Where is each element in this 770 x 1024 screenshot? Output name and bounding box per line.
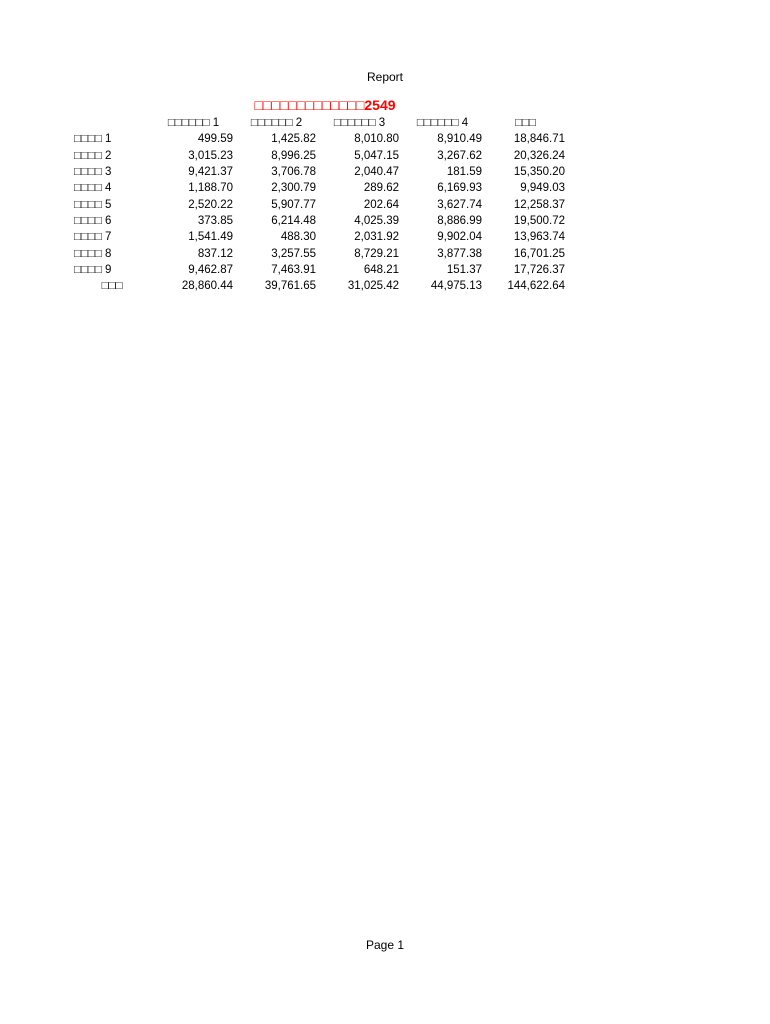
cell-value: 1,541.49 — [188, 231, 233, 244]
row-total: 15,350.20 — [513, 166, 565, 179]
row-total: 13,963.74 — [513, 231, 565, 244]
row-label: □□□□ 9 — [74, 263, 112, 276]
page-footer: Page 1 — [365, 938, 405, 952]
cell-value: 6,169.93 — [437, 182, 482, 195]
cell-value: 3,627.74 — [437, 198, 482, 211]
table-row — [70, 164, 567, 180]
report-table — [70, 115, 567, 294]
column-total: 28,860.44 — [181, 280, 233, 293]
cell-value: 9,421.37 — [188, 166, 233, 179]
grand-total: 144,622.64 — [507, 280, 565, 293]
cell-value: 2,520.22 — [188, 198, 233, 211]
cell-value: 9,902.04 — [437, 231, 482, 244]
column-total: 31,025.42 — [347, 280, 399, 293]
report-title: □□□□□□□□□□□□□2549 — [254, 97, 396, 113]
cell-value: 3,015.23 — [188, 149, 233, 162]
cell-value: 7,463.91 — [271, 263, 316, 276]
cell-value: 8,996.25 — [271, 149, 316, 162]
row-total: 19,500.72 — [513, 214, 565, 227]
cell-value: 8,886.99 — [437, 214, 482, 227]
cell-value: 1,425.82 — [271, 133, 316, 146]
table-header-row — [70, 115, 567, 131]
cell-value: 3,877.38 — [437, 247, 482, 260]
row-total: 16,701.25 — [513, 247, 565, 260]
row-total: 9,949.03 — [520, 182, 565, 195]
row-label: □□□□ 3 — [74, 166, 112, 179]
table-row — [70, 213, 567, 229]
cell-value: 373.85 — [197, 214, 233, 227]
column-total: 39,761.65 — [264, 280, 316, 293]
row-label: □□□□ 7 — [74, 231, 112, 244]
table-row — [70, 180, 567, 196]
cell-value: 2,300.79 — [271, 182, 316, 195]
row-label: □□□□ 8 — [74, 247, 112, 260]
cell-value: 8,729.21 — [354, 247, 399, 260]
cell-value: 488.30 — [280, 231, 316, 244]
cell-value: 3,257.55 — [271, 247, 316, 260]
cell-value: 2,040.47 — [354, 166, 399, 179]
table-row — [70, 196, 567, 212]
cell-value: 8,910.49 — [437, 133, 482, 146]
cell-value: 837.12 — [197, 247, 233, 260]
row-label: □□□□ 1 — [74, 133, 112, 146]
column-header: □□□□□□ 1 — [167, 117, 220, 130]
cell-value: 499.59 — [197, 133, 233, 146]
row-total: 17,726.37 — [513, 263, 565, 276]
row-label-header — [70, 115, 152, 131]
total-row — [70, 278, 567, 294]
cell-value: 9,462.87 — [188, 263, 233, 276]
table-row — [70, 245, 567, 261]
cell-value: 3,706.78 — [271, 166, 316, 179]
cell-value: 151.37 — [446, 263, 482, 276]
row-total: 20,326.24 — [513, 149, 565, 162]
table-row — [70, 148, 567, 164]
row-total: 12,258.37 — [513, 198, 565, 211]
row-label: □□□□ 2 — [74, 149, 112, 162]
cell-value: 2,031.92 — [354, 231, 399, 244]
total-label: □□□ — [101, 280, 123, 293]
row-label: □□□□ 5 — [74, 198, 112, 211]
row-label: □□□□ 4 — [74, 182, 112, 195]
row-label: □□□□ 6 — [74, 214, 112, 227]
cell-value: 1,188.70 — [188, 182, 233, 195]
cell-value: 289.62 — [363, 182, 399, 195]
cell-value: 3,267.62 — [437, 149, 482, 162]
column-total: 44,975.13 — [430, 280, 482, 293]
table-row — [70, 131, 567, 147]
column-header: □□□□□□ 4 — [416, 117, 469, 130]
column-header: □□□□□□ 2 — [250, 117, 303, 130]
cell-value: 202.64 — [363, 198, 399, 211]
table-row — [70, 229, 567, 245]
cell-value: 5,047.15 — [354, 149, 399, 162]
page-header: Report — [366, 70, 404, 84]
cell-value: 8,010.80 — [354, 133, 399, 146]
table-row — [70, 262, 567, 278]
cell-value: 5,907.77 — [271, 198, 316, 211]
cell-value: 181.59 — [446, 166, 482, 179]
cell-value: 6,214.48 — [271, 214, 316, 227]
cell-value: 4,025.39 — [354, 214, 399, 227]
column-header-total: □□□ — [515, 117, 536, 130]
column-header: □□□□□□ 3 — [333, 117, 386, 130]
cell-value: 648.21 — [363, 263, 399, 276]
row-total: 18,846.71 — [513, 133, 565, 146]
